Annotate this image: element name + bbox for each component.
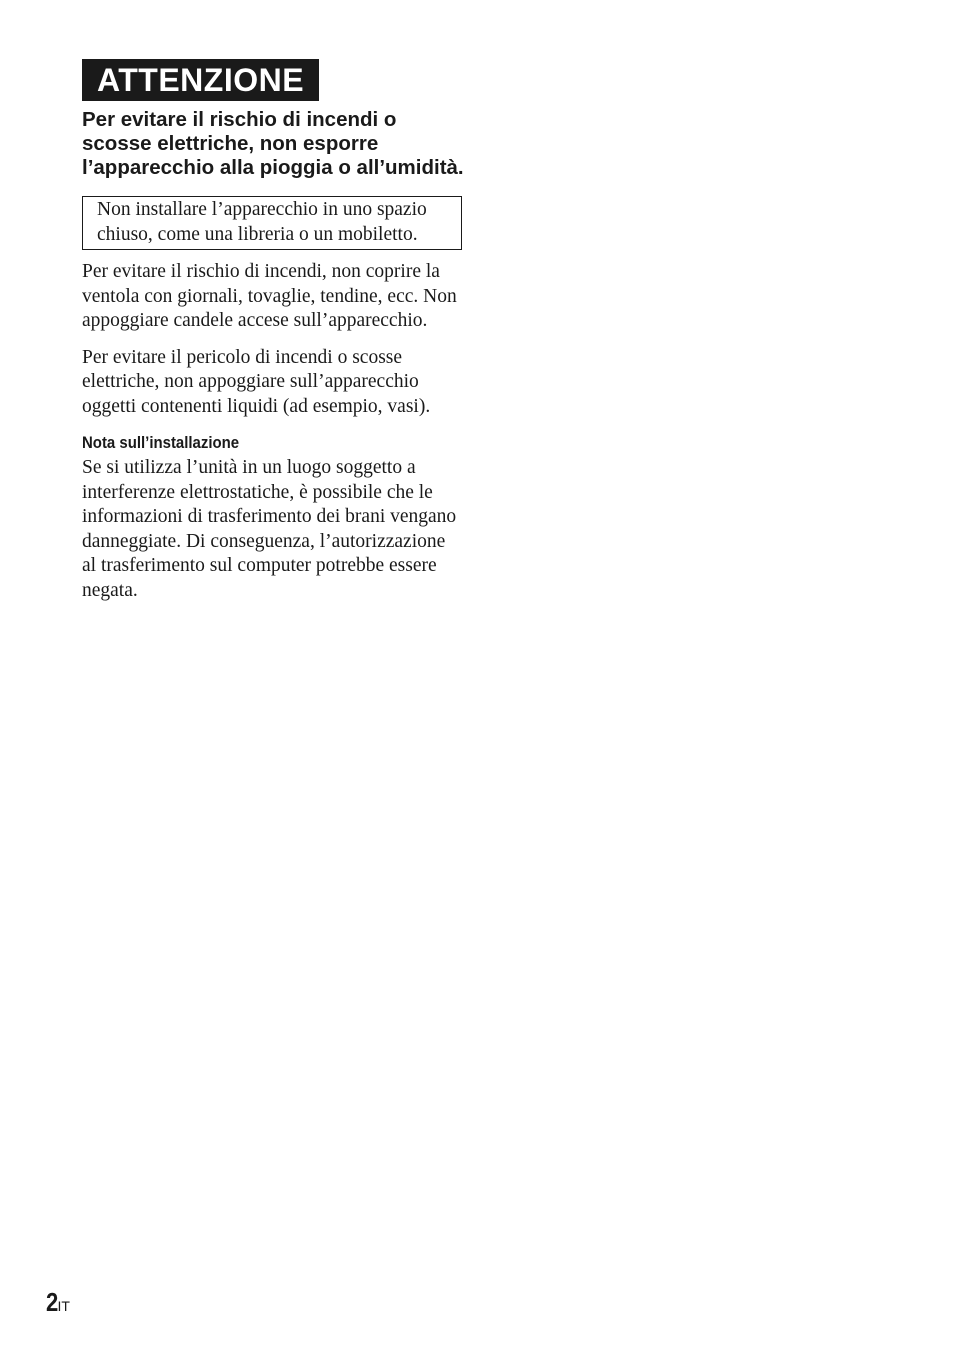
installation-note-body: Se si utilizza l’unità in un luogo soggetto a interferenze elettrostatiche, è possibile che le informazioni di trasferimento dei brani vengano danneggiate. Di conseguenza, l’autorizzazione al trasferimento sul computer potrebbe essere negata. [82,457,457,601]
paragraph-fire-risk: Per evitare il rischio di incendi, non coprire la ventola con giornali, tovaglie, tendine, ecc. Non appoggiare candele accese sull’apparecchio. [82,261,457,331]
page-footer [46,1287,70,1318]
warning-lead: Per evitare il rischio di incendi o scosse elettriche, non esporre l’apparecchio alla pioggia o all’umidità. [82,108,464,179]
installation-warning-box: Non installare l’apparecchio in uno spazio chiuso, come una libreria o un mobiletto. [82,196,462,250]
main-column [82,59,464,603]
language-code: IT [57,1298,70,1314]
page-number: 2 [46,1287,59,1317]
paragraph-liquids: Per evitare il pericolo di incendi o scosse elettriche, non appoggiare sull’apparecchio oggetti contenenti liquidi (ad esempio, vasi). [82,346,431,417]
page-title: ATTENZIONE [82,59,319,101]
installation-note-heading: Nota sull’installazione [82,433,240,452]
